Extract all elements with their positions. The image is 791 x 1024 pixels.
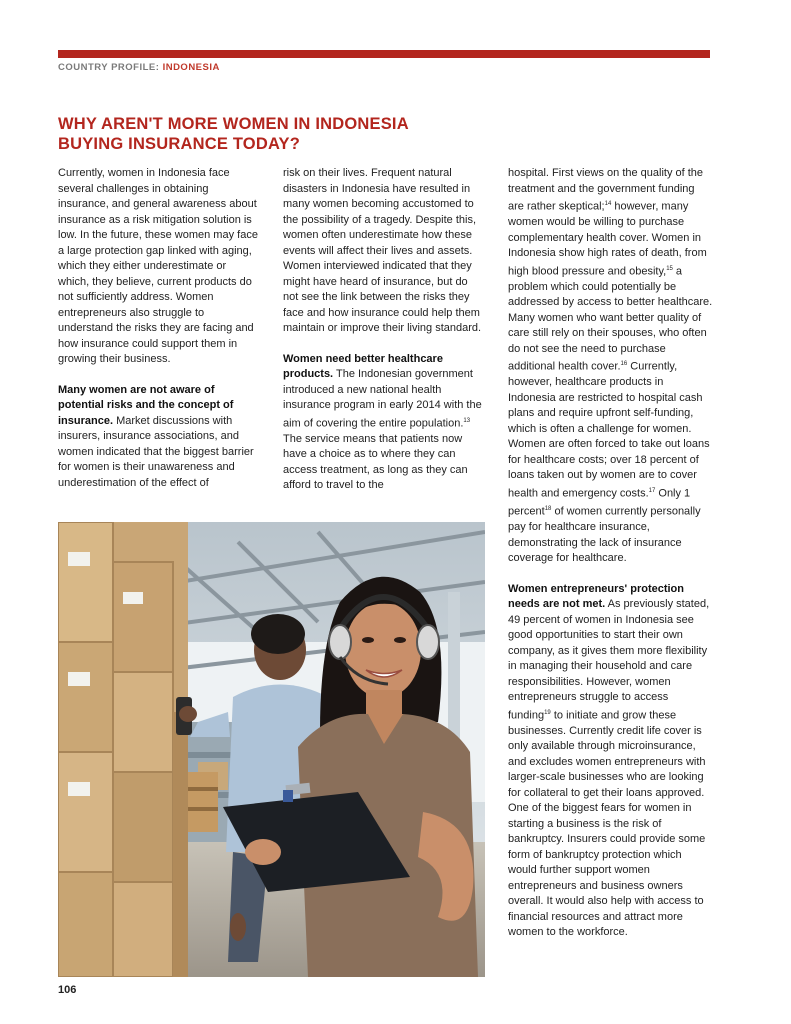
warehouse-photo-illustration (58, 522, 485, 977)
title-line-2: BUYING INSURANCE TODAY? (58, 135, 301, 153)
risk-paragraph: risk on their lives. Frequent natural disasters in Indonesia have resulted in many women becoming accustomed to the possibility of a tragedy. Despite this, women often underestimate how these events will affect their lives and assets. Women interviewed indicated that they might have heard of insurance, but do not see the link between the risks they face and how insurance could help them maintain or improve their living standard. (283, 167, 482, 334)
footnote-ref-13: 13 (463, 417, 471, 424)
hospital-body-b: however, many women would be willing to purchase complementary health cover. Women in Indonesia show high rates of death, from high blood pressure and obesity, (508, 200, 707, 278)
footnote-ref-15: 15 (666, 265, 673, 272)
section-label-prefix: COUNTRY PROFILE: (58, 62, 160, 73)
footnote-ref-17: 17 (648, 487, 656, 494)
title-line-1: WHY AREN'T MORE WOMEN IN INDONESIA (58, 115, 409, 133)
section-label-country: INDONESIA (162, 62, 220, 73)
hospital-body-c: a problem which could potentially be addressed by access to better healthcare. Many women who want better quality of care still rely on their spouses, who often do not see the need to purchase additional health cover. (508, 265, 713, 373)
header-accent-bar (58, 50, 710, 58)
footnote-ref-14: 14 (604, 201, 612, 207)
awareness-paragraph (58, 383, 258, 492)
awareness-body: Market discussions with insurers, insurance associations, and women indicated that the biggest barrier for women is their unawareness and underestimation of the effect of (58, 414, 254, 489)
entrepreneurs-paragraph (508, 582, 713, 941)
entrepreneurs-heading: Women entrepreneurs' protection needs are not met. (508, 582, 684, 611)
text-column-1 (58, 166, 258, 506)
hospital-body-e: Only 1 percent (508, 487, 691, 518)
awareness-heading: Many women are not aware of potential risks and the concept of insurance. (58, 383, 234, 427)
section-label (58, 62, 220, 73)
entrepreneurs-body-a: As previously stated, 49 percent of women in Indonesia see good opportunities to start their own company, as it gives them more flexibility in managing their household and care responsibilities. However, women entrepreneurs struggle to access funding (508, 598, 710, 722)
intro-paragraph: Currently, women in Indonesia face several challenges in obtaining insurance, and general awareness about insurance as a risk mitigation solution is low. In the future, these women may face a large protection gap linked with aging, which they either underestimate or which, they believe, current products do not sufficiently address. Women entrepreneurs also struggle to understand the risks they are facing and how insurance could support them in growing their business. (58, 167, 258, 365)
footnote-ref-16: 16 (620, 361, 628, 368)
text-column-3 (508, 166, 713, 956)
healthcare-heading: Women need better healthcare products. (283, 352, 443, 380)
footnote-ref-19: 19 (544, 709, 551, 716)
hospital-body-d: Currently, however, healthcare products in Indonesia are restricted to hospital cash plans and require upfront self-funding, which is often a challenge for women. Women are often forced to take out loans for healthcare costs; over 18 percent of loans taken out by women are to cover health and emergency costs. (508, 360, 710, 500)
article-title (58, 114, 478, 154)
hospital-body-f: of women currently personally pay for healthcare insurance, demonstrating the lack of insurance coverage for healthcare. (508, 505, 701, 565)
healthcare-paragraph (283, 352, 483, 494)
page-number: 106 (58, 984, 77, 996)
healthcare-body-b: The service means that patients now have a choice as to where they can access treatment, as long as they can afford to travel to the (283, 432, 468, 492)
footnote-ref-18: 18 (544, 506, 552, 513)
entrepreneurs-body-b: to initiate and grow these businesses. Currently credit life cover is only available through microinsurance, and excludes women entrepreneurs with larger-scale businesses who are looking for collateral to get their loans approved. One of the biggest fears for women in starting a business is the risk of bankruptcy. Insurers could provide some form of bankruptcy protection which would further support women entrepreneurs and business owners overall. It would also help with access to financial resources and attract more women to the workforce. (508, 709, 706, 939)
healthcare-body-a: The Indonesian government introduced a new national health insurance program in early 2014 with the aim of covering the entire population. (283, 368, 482, 430)
hospital-body-a: hospital. First views on the quality of the treatment and the government funding are rather skeptical; (508, 167, 704, 213)
hospital-paragraph (508, 166, 713, 567)
warehouse-photo (58, 522, 485, 977)
text-column-2 (283, 166, 483, 509)
